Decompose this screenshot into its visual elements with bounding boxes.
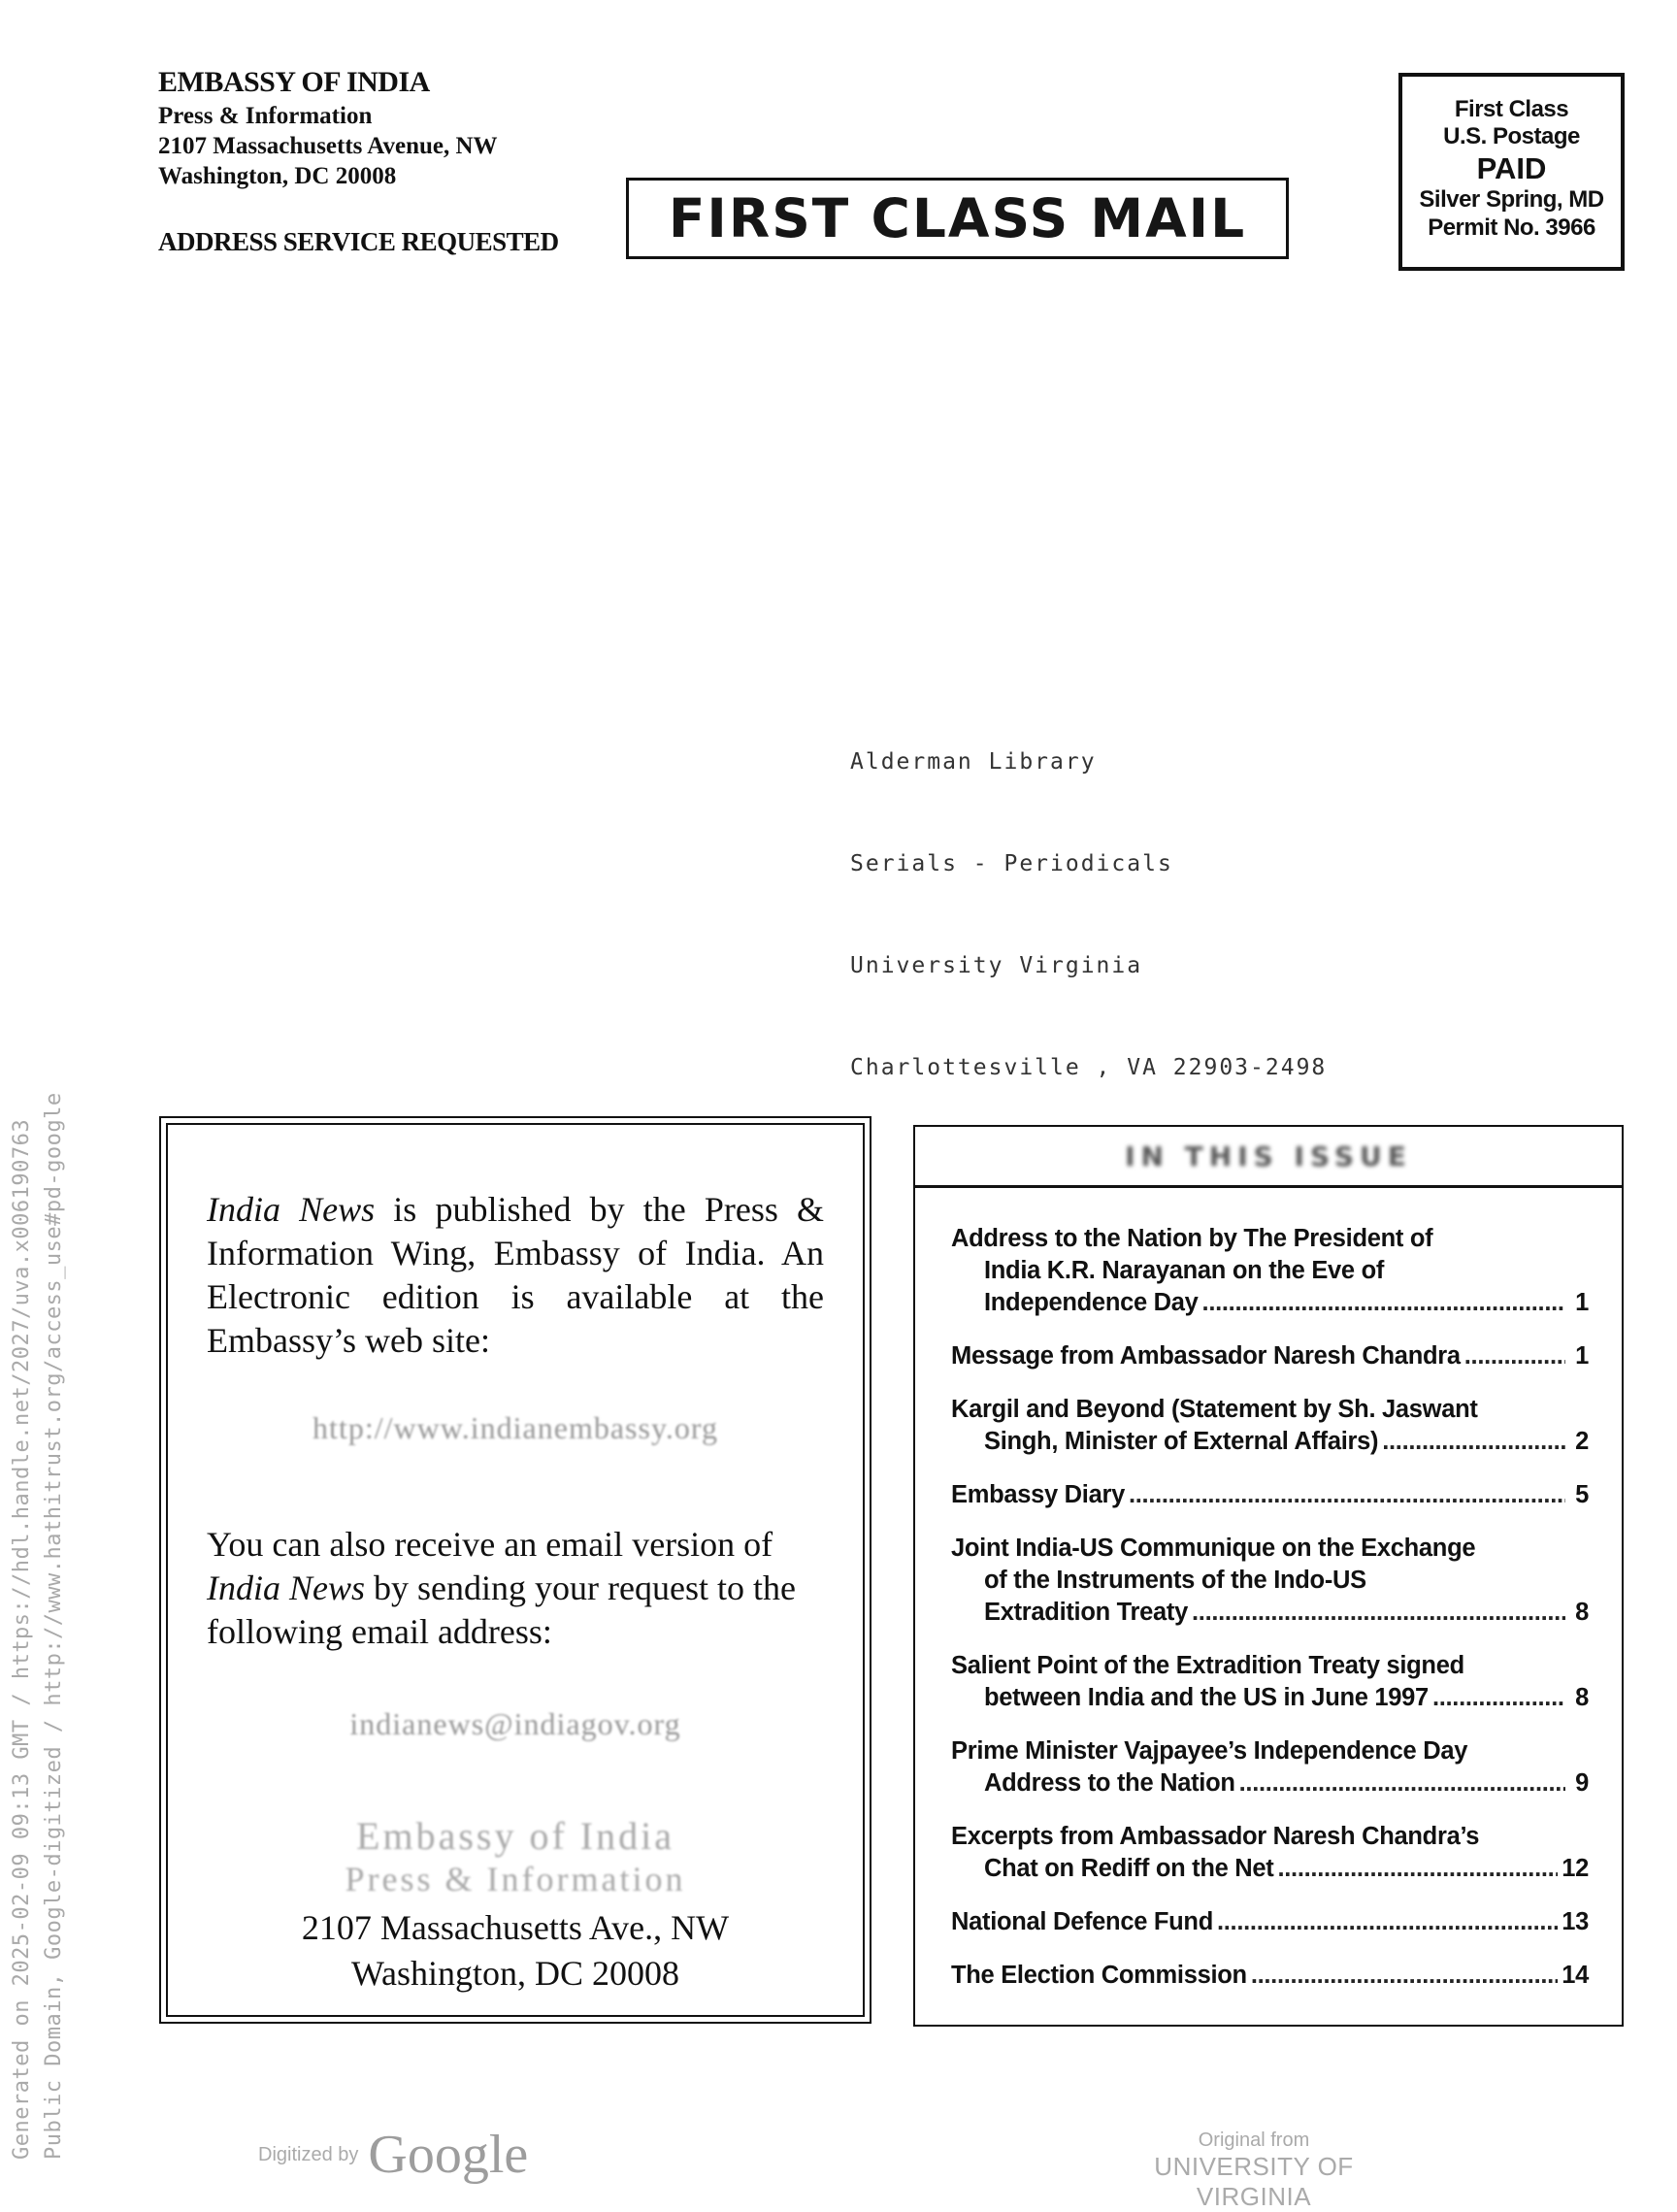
office-city: Washington, DC 20008 bbox=[350, 1954, 680, 1993]
toc-leader-dots bbox=[1192, 1597, 1565, 1629]
contents-header bbox=[915, 1127, 1622, 1188]
toc-entry bbox=[951, 1479, 1589, 1511]
toc-entry bbox=[951, 1735, 1589, 1799]
toc-entry-title: Extradition Treaty bbox=[984, 1599, 1188, 1626]
toc-entry-title: National Defence Fund bbox=[951, 1908, 1213, 1935]
toc-entry-title: Embassy Diary bbox=[951, 1481, 1125, 1508]
institution-name: UNIVERSITY OF VIRGINIA bbox=[1154, 2152, 1354, 2211]
toc-entry-title: India K.R. Narayanan on the Eve of bbox=[984, 1257, 1385, 1284]
toc-page-number: 13 bbox=[1562, 1908, 1589, 1935]
original-from-label: Original from bbox=[1198, 2129, 1310, 2151]
toc-page-number: 8 bbox=[1575, 1599, 1589, 1626]
toc-line bbox=[951, 1597, 1589, 1629]
first-class-mail-text: FIRST CLASS MAIL bbox=[668, 187, 1247, 249]
toc-line bbox=[951, 1565, 1589, 1597]
toc-line bbox=[951, 1821, 1589, 1853]
toc-page-number: 8 bbox=[1575, 1684, 1589, 1711]
toc-leader-dots bbox=[1432, 1682, 1565, 1714]
toc-entry-title: Address to the Nation bbox=[984, 1769, 1235, 1797]
toc-page-number: 9 bbox=[1575, 1769, 1589, 1797]
toc-entry bbox=[951, 1906, 1589, 1938]
toc-leader-dots bbox=[1129, 1479, 1565, 1511]
toc-leader-dots bbox=[1217, 1906, 1558, 1938]
postage-location: Silver Spring, MD bbox=[1419, 186, 1604, 214]
toc-leader-dots bbox=[1277, 1853, 1558, 1885]
toc-entry-title: Independence Day bbox=[984, 1289, 1199, 1316]
publication-paragraph-2: You can also receive an email version of India News by sending your request to the following email address: bbox=[207, 1525, 796, 1651]
publication-name: India News bbox=[207, 1190, 376, 1229]
office-street: 2107 Massachusetts Ave., NW bbox=[301, 1908, 730, 1947]
toc-entry-title: Kargil and Beyond (Statement by Sh. Jaswant bbox=[951, 1396, 1478, 1423]
toc-page-number: 12 bbox=[1562, 1855, 1589, 1882]
toc-leader-dots bbox=[1464, 1340, 1565, 1372]
recipient-line: Serials - Periodicals bbox=[850, 851, 1173, 876]
toc-line bbox=[951, 1960, 1589, 1992]
publication-info-inner bbox=[166, 1123, 865, 2017]
toc-line bbox=[951, 1906, 1589, 1938]
recipient-line: University Virginia bbox=[850, 953, 1143, 978]
table-of-contents bbox=[915, 1223, 1622, 1992]
toc-entry-title: Prime Minister Vajpayee’s Independence Day bbox=[951, 1737, 1468, 1765]
google-logo: Google bbox=[368, 2125, 529, 2185]
toc-entry bbox=[951, 1340, 1589, 1372]
sender-department: Press & Information bbox=[158, 102, 373, 129]
toc-entry-title: Message from Ambassador Naresh Chandra bbox=[951, 1342, 1461, 1370]
address-service-note: ADDRESS SERVICE REQUESTED bbox=[158, 227, 559, 256]
toc-leader-dots bbox=[1239, 1767, 1565, 1799]
toc-page-number: 14 bbox=[1562, 1962, 1589, 1989]
publication-name: India News bbox=[207, 1568, 366, 1607]
toc-line bbox=[951, 1767, 1589, 1799]
toc-leader-dots bbox=[1202, 1287, 1565, 1319]
publication-info-box bbox=[159, 1116, 871, 2024]
toc-entry-title: between India and the US in June 1997 bbox=[984, 1684, 1429, 1711]
toc-entry bbox=[951, 1821, 1589, 1885]
first-class-mail-stamp bbox=[626, 178, 1289, 259]
contents-title: IN THIS ISSUE bbox=[1125, 1139, 1412, 1172]
postage-us: U.S. Postage bbox=[1443, 123, 1580, 150]
toc-entry-title: The Election Commission bbox=[951, 1962, 1247, 1989]
postage-class: First Class bbox=[1454, 96, 1569, 122]
publication-paragraph-1: India News is published by the Press & Information Wing, Embassy of India. An Electronic edition is available at the Embassy’s web site: bbox=[207, 1190, 824, 1360]
sender-organization: EMBASSY OF INDIA bbox=[158, 66, 430, 98]
original-source bbox=[1094, 2129, 1414, 2212]
hathitrust-watermark bbox=[6, 1092, 70, 2160]
toc-entry-title: Chat on Rediff on the Net bbox=[984, 1855, 1274, 1882]
toc-line bbox=[951, 1479, 1589, 1511]
toc-page-number: 1 bbox=[1575, 1342, 1589, 1370]
toc-page-number: 2 bbox=[1575, 1428, 1589, 1455]
recipient-line: Alderman Library bbox=[850, 749, 1097, 775]
digitized-by-google bbox=[258, 2124, 528, 2186]
toc-line bbox=[951, 1287, 1589, 1319]
toc-line bbox=[951, 1255, 1589, 1287]
toc-entry bbox=[951, 1533, 1589, 1629]
watermark-line: Generated on 2025-02-09 09:13 GMT / https://hdl.handle.net/2027/uva.x006190763 bbox=[10, 1118, 34, 2160]
toc-line bbox=[951, 1853, 1589, 1885]
toc-entry bbox=[951, 1650, 1589, 1714]
toc-page-number: 5 bbox=[1575, 1481, 1589, 1508]
return-address bbox=[158, 64, 498, 191]
digitized-by-label: Digitized by bbox=[258, 2143, 359, 2165]
toc-line bbox=[951, 1650, 1589, 1682]
website-url: http://www.indianembassy.org bbox=[312, 1410, 718, 1445]
contents-box bbox=[913, 1125, 1624, 2027]
toc-entry-title: Address to the Nation by The President of bbox=[951, 1225, 1433, 1252]
toc-line bbox=[951, 1394, 1589, 1426]
toc-entry bbox=[951, 1394, 1589, 1458]
toc-entry-title: Singh, Minister of External Affairs) bbox=[984, 1428, 1379, 1455]
toc-entry-title: Joint India-US Communique on the Exchange bbox=[951, 1535, 1476, 1562]
toc-leader-dots bbox=[1382, 1426, 1565, 1458]
toc-line bbox=[951, 1340, 1589, 1372]
watermark-line: Public Domain, Google-digitized / http://www.hathitrust.org/access_use#pd-google bbox=[42, 1092, 66, 2160]
toc-line bbox=[951, 1682, 1589, 1714]
toc-entry-title: Salient Point of the Extradition Treaty signed bbox=[951, 1652, 1464, 1679]
recipient-line: Charlottesville , VA 22903-2498 bbox=[850, 1055, 1328, 1080]
toc-line bbox=[951, 1735, 1589, 1767]
toc-entry bbox=[951, 1223, 1589, 1319]
sender-street: 2107 Massachusetts Avenue, NW bbox=[158, 132, 498, 159]
postage-paid: PAID bbox=[1476, 150, 1547, 185]
office-name: Embassy of India bbox=[356, 1814, 674, 1858]
sender-city: Washington, DC 20008 bbox=[158, 163, 397, 189]
postage-indicia bbox=[1398, 73, 1625, 271]
toc-page-number: 1 bbox=[1575, 1289, 1589, 1316]
postage-permit: Permit No. 3966 bbox=[1428, 214, 1595, 241]
toc-entry-title: of the Instruments of the Indo-US bbox=[984, 1567, 1366, 1594]
recipient-address bbox=[850, 677, 1327, 1119]
toc-entry-title: Excerpts from Ambassador Naresh Chandra’s bbox=[951, 1823, 1480, 1850]
toc-leader-dots bbox=[1251, 1960, 1558, 1992]
toc-line bbox=[951, 1426, 1589, 1458]
office-department: Press & Information bbox=[345, 1860, 686, 1898]
toc-line bbox=[951, 1223, 1589, 1255]
email-address: indianews@indiagov.org bbox=[349, 1706, 681, 1741]
toc-entry bbox=[951, 1960, 1589, 1992]
toc-line bbox=[951, 1533, 1589, 1565]
